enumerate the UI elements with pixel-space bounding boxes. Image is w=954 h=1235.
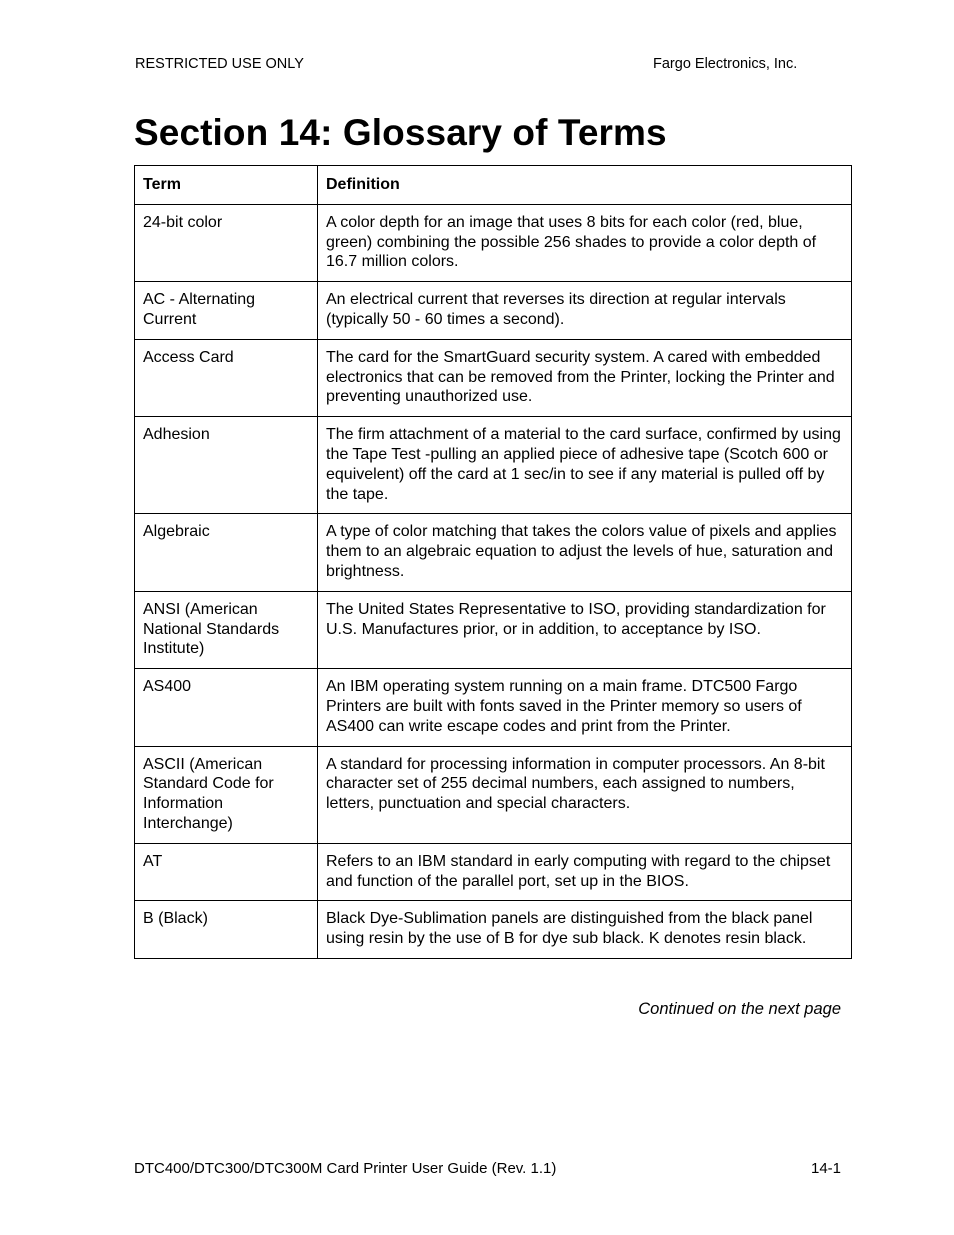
table-row <box>135 282 852 340</box>
term-cell: AS400 <box>135 669 318 746</box>
term-cell: Algebraic <box>135 514 318 591</box>
table-row <box>135 591 852 668</box>
table-row <box>135 669 852 746</box>
definition-cell: A standard for processing information in computer processors. An 8-bit character set of 255 decimal numbers, each assigned to numbers, letters, punctuation and special characters. <box>318 746 852 843</box>
table-row <box>135 417 852 514</box>
section-title: Section 14: Glossary of Terms <box>134 112 667 153</box>
table-row <box>135 339 852 416</box>
term-cell: ASCII (American Standard Code for Information Interchange) <box>135 746 318 843</box>
definition-cell: An electrical current that reverses its direction at regular intervals (typically 50 - 60 times a second). <box>318 282 852 340</box>
term-cell: AC - Alternating Current <box>135 282 318 340</box>
column-header-definition: Definition <box>318 166 852 205</box>
header-restricted-label: RESTRICTED USE ONLY <box>135 56 304 72</box>
continued-note: Continued on the next page <box>638 1000 841 1018</box>
column-header-term: Term <box>135 166 318 205</box>
table-row <box>135 746 852 843</box>
term-cell: Adhesion <box>135 417 318 514</box>
term-cell: Access Card <box>135 339 318 416</box>
glossary-table <box>134 165 852 959</box>
table-header-row <box>135 166 852 205</box>
term-cell: AT <box>135 843 318 901</box>
definition-cell: The firm attachment of a material to the card surface, confirmed by using the Tape Test -pulling an applied piece of adhesive tape (Scotch 600 or equivelent) off the card at 1 sec/in to see if any material is pulled off by the tape. <box>318 417 852 514</box>
definition-cell: An IBM operating system running on a main frame. DTC500 Fargo Printers are built with fonts saved in the Printer memory so users of AS400 can write escape codes and print from the Printer. <box>318 669 852 746</box>
definition-cell: A type of color matching that takes the colors value of pixels and applies them to an algebraic equation to adjust the levels of hue, saturation and brightness. <box>318 514 852 591</box>
definition-cell: The United States Representative to ISO, providing standardization for U.S. Manufactures prior, or in addition, to acceptance by ISO. <box>318 591 852 668</box>
term-cell: 24-bit color <box>135 204 318 281</box>
definition-cell: Black Dye-Sublimation panels are distinguished from the black panel using resin by the use of B for dye sub black. K denotes resin black. <box>318 901 852 959</box>
table-row <box>135 901 852 959</box>
table-row <box>135 514 852 591</box>
footer-page-number: 14-1 <box>811 1160 842 1177</box>
table-row <box>135 204 852 281</box>
footer-document-title: DTC400/DTC300/DTC300M Card Printer User Guide (Rev. 1.1) <box>134 1160 557 1177</box>
term-cell: ANSI (American National Standards Institute) <box>135 591 318 668</box>
definition-cell: Refers to an IBM standard in early computing with regard to the chipset and function of the parallel port, set up in the BIOS. <box>318 843 852 901</box>
definition-cell: The card for the SmartGuard security system. A cared with embedded electronics that can be removed from the Printer, locking the Printer and preventing unauthorized use. <box>318 339 852 416</box>
definition-cell: A color depth for an image that uses 8 bits for each color (red, blue, green) combining the possible 256 shades to provide a color depth of 16.7 million colors. <box>318 204 852 281</box>
header-company-name: Fargo Electronics, Inc. <box>653 56 798 72</box>
term-cell: B (Black) <box>135 901 318 959</box>
table-row <box>135 843 852 901</box>
